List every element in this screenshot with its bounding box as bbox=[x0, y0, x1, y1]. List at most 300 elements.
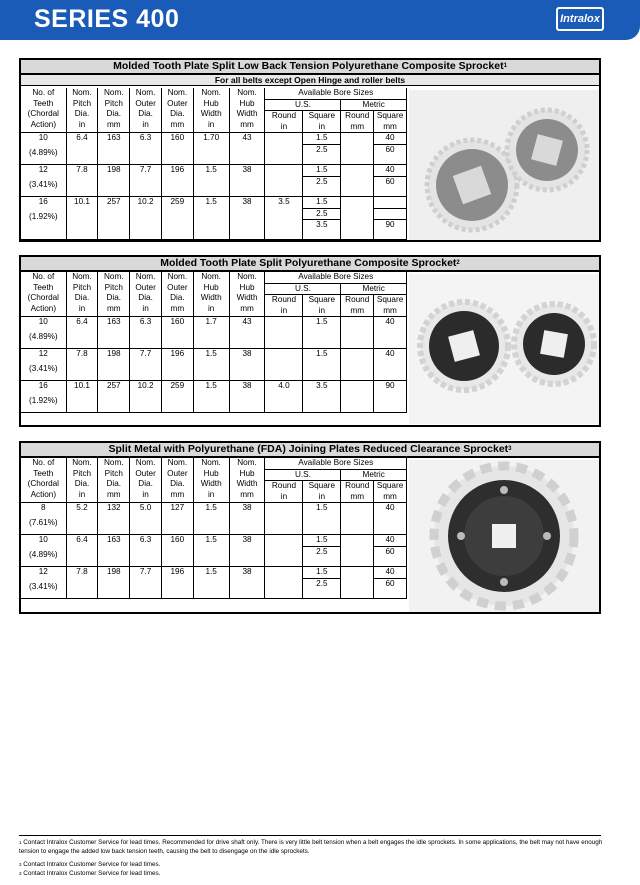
col-header-hub_in bbox=[193, 458, 229, 503]
outer_in-cell: 7.7 bbox=[130, 349, 162, 381]
header-line: Outer bbox=[167, 468, 188, 478]
hub_in-cell: 1.5 bbox=[193, 349, 229, 381]
square_mm-cell bbox=[374, 567, 407, 599]
square_mm-value bbox=[374, 197, 406, 209]
round_mm-value bbox=[341, 349, 373, 361]
header-line: in bbox=[142, 119, 149, 129]
header-line: mm bbox=[350, 491, 365, 501]
hub_mm-cell: 38 bbox=[229, 381, 265, 413]
round_mm-value bbox=[341, 503, 373, 515]
square_mm-cell bbox=[374, 503, 407, 535]
chordal-action: (3.41%) bbox=[28, 363, 58, 373]
col-header-pitch_mm bbox=[98, 458, 130, 503]
header-line: Hub bbox=[239, 98, 255, 108]
pitch_in-cell: 6.4 bbox=[66, 133, 98, 165]
pitch_in-cell: 7.8 bbox=[66, 165, 98, 197]
header-line: Teeth bbox=[33, 468, 54, 478]
header-line: mm bbox=[170, 303, 185, 313]
outer_in-cell: 10.2 bbox=[130, 197, 162, 240]
round_in-value bbox=[265, 567, 302, 579]
header-line: Outer bbox=[135, 98, 156, 108]
table-row bbox=[21, 349, 407, 381]
header-line: in bbox=[280, 305, 288, 315]
square_mm-cell bbox=[374, 165, 407, 197]
header-line: Nom. bbox=[72, 88, 92, 97]
square_mm-value: 60 bbox=[385, 176, 395, 186]
col-header-us: U.S. bbox=[265, 99, 341, 111]
header-line: Square bbox=[308, 295, 336, 304]
col-header-bore-sizes: Available Bore Sizes bbox=[265, 272, 407, 283]
header-line: Round bbox=[345, 295, 370, 304]
outer_mm-cell: 259 bbox=[161, 381, 193, 413]
square_in-value: 3.5 bbox=[316, 220, 328, 229]
round_in-cell bbox=[265, 535, 303, 567]
round_mm-cell bbox=[341, 535, 374, 567]
chordal-action: (4.89%) bbox=[28, 147, 58, 157]
col-header-square_in bbox=[303, 111, 341, 133]
header-line: mm bbox=[383, 491, 397, 501]
teeth-count: 10 bbox=[38, 133, 48, 142]
teeth-cell bbox=[21, 133, 66, 165]
square_in-value: 1.5 bbox=[316, 317, 328, 326]
col-header-outer_mm bbox=[161, 272, 193, 317]
square_mm-cell bbox=[374, 317, 407, 349]
header-line: Pitch bbox=[104, 98, 123, 108]
header-line: Square bbox=[376, 111, 404, 120]
header-line: Nom. bbox=[104, 272, 124, 281]
header-line: Pitch bbox=[72, 468, 92, 478]
series-header bbox=[0, 0, 640, 40]
teeth-cell bbox=[21, 503, 66, 535]
header-line: Hub bbox=[203, 468, 219, 478]
col-header-pitch_mm bbox=[98, 88, 130, 133]
square_in-value: 1.5 bbox=[303, 535, 340, 547]
header-line: Nom. bbox=[201, 458, 221, 467]
round_mm-cell bbox=[341, 567, 374, 599]
header-line: mm bbox=[240, 119, 254, 129]
section-title: Molded Tooth Plate Split Low Back Tension Polyurethane Composite Sprocket$^1$ bbox=[21, 60, 599, 75]
header-line: Pitch bbox=[104, 282, 123, 292]
header-line: Round bbox=[271, 481, 297, 490]
col-header-us: U.S. bbox=[265, 283, 341, 295]
round_mm-value bbox=[341, 535, 373, 547]
square_mm-value: 40 bbox=[385, 503, 395, 512]
outer_mm-cell: 196 bbox=[161, 349, 193, 381]
col-header-bore-sizes: Available Bore Sizes bbox=[265, 88, 407, 99]
square_in-value: 2.5 bbox=[316, 546, 328, 556]
pitch_in-cell: 10.1 bbox=[66, 197, 98, 240]
hub_in-cell: 1.5 bbox=[193, 567, 229, 599]
teeth-count: 16 bbox=[38, 381, 48, 390]
teeth-count: 16 bbox=[38, 197, 48, 206]
square_in-cell bbox=[303, 165, 341, 197]
sprocket-section-split-metal bbox=[19, 441, 601, 614]
col-header-teeth bbox=[21, 88, 66, 133]
header-line: mm bbox=[240, 303, 254, 313]
header-line: No. of bbox=[32, 272, 55, 281]
header-line: Dia. bbox=[138, 479, 153, 488]
round_in-cell bbox=[265, 133, 303, 165]
header-line: in bbox=[318, 305, 326, 315]
pitch_mm-cell: 257 bbox=[98, 197, 130, 240]
outer_mm-cell: 196 bbox=[161, 165, 193, 197]
header-line: mm bbox=[170, 119, 185, 129]
header-line: (Chordal bbox=[27, 479, 59, 488]
header-line: Hub bbox=[203, 282, 219, 292]
round_in-cell bbox=[265, 349, 303, 381]
header-line: Width bbox=[236, 479, 258, 488]
header-line: Teeth bbox=[33, 282, 54, 292]
header-line: (Chordal bbox=[27, 293, 59, 302]
pitch_mm-cell: 198 bbox=[98, 165, 130, 197]
table-row bbox=[21, 133, 407, 165]
square_in-value: 2.5 bbox=[303, 209, 340, 221]
outer_mm-cell: 196 bbox=[161, 567, 193, 599]
hub_mm-cell: 38 bbox=[229, 503, 265, 535]
pitch_mm-cell: 257 bbox=[98, 381, 130, 413]
square_mm-value: 40 bbox=[374, 535, 406, 547]
header-line: in bbox=[280, 121, 288, 131]
square_in-cell bbox=[303, 535, 341, 567]
header-line: Dia. bbox=[138, 293, 153, 302]
header-line: Nom. bbox=[104, 458, 124, 467]
hub_in-cell: 1.5 bbox=[193, 197, 229, 240]
header-line: Hub bbox=[239, 468, 255, 478]
col-header-round_in bbox=[265, 295, 303, 317]
round_mm-value bbox=[341, 133, 373, 145]
header-line: Nom. bbox=[167, 272, 188, 281]
col-header-square_mm bbox=[374, 295, 407, 317]
col-header-pitch_mm bbox=[98, 272, 130, 317]
header-line: mm bbox=[240, 489, 254, 499]
table-row bbox=[21, 567, 407, 599]
header-line: mm bbox=[106, 303, 121, 313]
col-header-square_mm bbox=[374, 111, 407, 133]
teeth-cell bbox=[21, 381, 66, 413]
col-header-outer_in bbox=[130, 458, 162, 503]
outer_mm-cell: 259 bbox=[161, 197, 193, 240]
chordal-action: (3.41%) bbox=[28, 581, 58, 591]
series-title: SERIES 400 bbox=[34, 5, 180, 33]
pitch_mm-cell: 198 bbox=[98, 349, 130, 381]
square_mm-cell bbox=[374, 381, 407, 413]
header-line: Nom. bbox=[237, 272, 257, 281]
round_in-cell bbox=[265, 197, 303, 240]
header-line: Nom. bbox=[201, 272, 221, 281]
col-header-outer_mm bbox=[161, 88, 193, 133]
square_in-cell bbox=[303, 381, 341, 413]
header-line: in bbox=[207, 489, 215, 499]
round_in-value bbox=[265, 503, 302, 515]
hub_in-cell: 1.5 bbox=[193, 165, 229, 197]
header-line: Action) bbox=[30, 303, 57, 313]
pitch_in-cell: 10.1 bbox=[66, 381, 98, 413]
spec-table bbox=[21, 458, 407, 599]
teeth-cell bbox=[21, 317, 66, 349]
pitch_in-cell: 5.2 bbox=[66, 503, 98, 535]
col-header-metric: Metric bbox=[341, 99, 407, 111]
chordal-action: (3.41%) bbox=[28, 179, 58, 189]
col-header-teeth bbox=[21, 272, 66, 317]
header-line: in bbox=[78, 303, 86, 313]
teeth-cell bbox=[21, 197, 66, 240]
header-line: in bbox=[207, 119, 215, 129]
pitch_in-cell: 6.4 bbox=[66, 317, 98, 349]
header-line: Action) bbox=[30, 489, 57, 499]
square_in-value: 3.5 bbox=[316, 381, 328, 390]
header-line: Width bbox=[200, 479, 222, 488]
round_in-value bbox=[265, 349, 302, 361]
square_in-value: 1.5 bbox=[316, 503, 328, 512]
header-line: (Chordal bbox=[27, 109, 59, 118]
header-line: Nom. bbox=[72, 458, 92, 467]
header-line: Outer bbox=[135, 282, 156, 292]
round_in-value: 4.0 bbox=[278, 381, 290, 390]
square_mm-value: 60 bbox=[385, 578, 395, 588]
col-header-outer_in bbox=[130, 88, 162, 133]
pitch_mm-cell: 132 bbox=[98, 503, 130, 535]
teeth-cell bbox=[21, 567, 66, 599]
header-line: Dia. bbox=[170, 293, 185, 302]
header-line: Width bbox=[200, 109, 222, 118]
square_in-cell bbox=[303, 197, 341, 240]
chordal-action: (1.92%) bbox=[28, 211, 58, 221]
chordal-action: (7.61%) bbox=[28, 517, 58, 527]
square_in-cell bbox=[303, 349, 341, 381]
pitch_mm-cell: 198 bbox=[98, 567, 130, 599]
col-header-hub_in bbox=[193, 272, 229, 317]
chordal-action: (1.92%) bbox=[28, 395, 58, 405]
header-line: Nom. bbox=[237, 88, 257, 97]
hub_mm-cell: 38 bbox=[229, 165, 265, 197]
header-line: Square bbox=[308, 111, 336, 120]
header-line: mm bbox=[106, 119, 121, 129]
col-header-hub_mm bbox=[229, 272, 265, 317]
round_mm-cell bbox=[341, 381, 374, 413]
teeth-count: 8 bbox=[41, 503, 46, 512]
col-header-round_mm bbox=[341, 111, 374, 133]
table-row bbox=[21, 535, 407, 567]
header-line: Teeth bbox=[33, 98, 54, 108]
round_mm-value bbox=[341, 197, 373, 209]
table-row bbox=[21, 381, 407, 413]
square_mm-cell bbox=[374, 535, 407, 567]
square_mm-cell bbox=[374, 349, 407, 381]
header-line: Square bbox=[376, 295, 404, 304]
outer_mm-cell: 160 bbox=[161, 133, 193, 165]
col-header-square_mm bbox=[374, 481, 407, 503]
round_in-cell bbox=[265, 567, 303, 599]
col-header-round_mm bbox=[341, 481, 374, 503]
hub_mm-cell: 38 bbox=[229, 349, 265, 381]
header-line: Width bbox=[236, 293, 258, 302]
col-header-hub_in bbox=[193, 88, 229, 133]
header-line: Dia. bbox=[106, 109, 122, 118]
header-line: in bbox=[318, 121, 326, 131]
col-header-pitch_in bbox=[66, 458, 98, 503]
header-line: in bbox=[78, 489, 86, 499]
header-line: Dia. bbox=[74, 109, 90, 118]
hub_mm-cell: 38 bbox=[229, 535, 265, 567]
hub_in-cell: 1.5 bbox=[193, 535, 229, 567]
square_mm-value bbox=[374, 209, 406, 221]
round_in-cell bbox=[265, 165, 303, 197]
outer_in-cell: 6.3 bbox=[130, 133, 162, 165]
round_in-cell bbox=[265, 503, 303, 535]
header-line: in bbox=[280, 491, 288, 501]
hub_in-cell: 1.70 bbox=[193, 133, 229, 165]
col-header-us: U.S. bbox=[265, 469, 341, 481]
header-line: Dia. bbox=[74, 293, 90, 302]
hub_in-cell: 1.7 bbox=[193, 317, 229, 349]
square_in-cell bbox=[303, 133, 341, 165]
header-line: Width bbox=[236, 109, 258, 118]
header-line: Dia. bbox=[138, 109, 153, 118]
header-line: Dia. bbox=[106, 479, 122, 488]
round_in-cell bbox=[265, 381, 303, 413]
square_mm-value: 40 bbox=[374, 165, 406, 177]
pitch_mm-cell: 163 bbox=[98, 535, 130, 567]
square_mm-value: 90 bbox=[385, 220, 395, 229]
pitch_mm-cell: 163 bbox=[98, 133, 130, 165]
sprocket-photo bbox=[409, 90, 599, 240]
hub_mm-cell: 43 bbox=[229, 317, 265, 349]
header-line: Nom. bbox=[72, 272, 92, 281]
col-header-hub_mm bbox=[229, 458, 265, 503]
header-line: Pitch bbox=[72, 282, 92, 292]
square_in-cell bbox=[303, 567, 341, 599]
col-header-round_mm bbox=[341, 295, 374, 317]
chordal-action: (4.89%) bbox=[28, 331, 58, 341]
header-line: Pitch bbox=[104, 468, 123, 478]
section-title: Split Metal with Polyurethane (FDA) Joining Plates Reduced Clearance Sprocket$^3$ bbox=[21, 443, 599, 458]
header-line: Round bbox=[271, 295, 297, 304]
header-line: No. of bbox=[32, 88, 55, 97]
teeth-count: 10 bbox=[38, 535, 48, 544]
col-header-square_in bbox=[303, 295, 341, 317]
sprocket-section-low-back-tension bbox=[19, 58, 601, 242]
header-line: Nom. bbox=[104, 88, 124, 97]
header-line: in bbox=[142, 303, 149, 313]
header-line: mm bbox=[170, 489, 185, 499]
header-line: Pitch bbox=[72, 98, 92, 108]
teeth-cell bbox=[21, 165, 66, 197]
square_in-cell bbox=[303, 317, 341, 349]
square_in-value: 1.5 bbox=[316, 349, 328, 358]
header-line: mm bbox=[383, 121, 397, 131]
table-row bbox=[21, 165, 407, 197]
header-line: Nom. bbox=[135, 88, 156, 97]
outer_mm-cell: 160 bbox=[161, 535, 193, 567]
round_mm-value bbox=[341, 317, 373, 329]
header-line: Round bbox=[271, 111, 297, 120]
round_mm-cell bbox=[341, 197, 374, 240]
header-line: Outer bbox=[167, 98, 188, 108]
header-line: Dia. bbox=[106, 293, 122, 302]
outer_in-cell: 10.2 bbox=[130, 381, 162, 413]
header-line: Dia. bbox=[74, 479, 90, 488]
square_in-cell bbox=[303, 503, 341, 535]
round_in-cell bbox=[265, 317, 303, 349]
header-line: Hub bbox=[203, 98, 219, 108]
col-header-metric: Metric bbox=[341, 469, 407, 481]
header-line: mm bbox=[383, 305, 397, 315]
outer_in-cell: 6.3 bbox=[130, 317, 162, 349]
header-line: Nom. bbox=[201, 88, 221, 97]
teeth-cell bbox=[21, 349, 66, 381]
header-line: Hub bbox=[239, 282, 255, 292]
section-subtitle: For all belts except Open Hinge and roller belts bbox=[21, 75, 599, 86]
header-line: in bbox=[207, 303, 215, 313]
hub_mm-cell: 38 bbox=[229, 197, 265, 240]
teeth-count: 12 bbox=[38, 567, 48, 576]
col-header-round_in bbox=[265, 481, 303, 503]
round_in-value bbox=[265, 535, 302, 547]
col-header-round_in bbox=[265, 111, 303, 133]
square_mm-value: 90 bbox=[385, 381, 395, 390]
sprocket-photo bbox=[409, 274, 599, 424]
header-line: Round bbox=[345, 481, 370, 490]
header-line: Dia. bbox=[170, 109, 185, 118]
col-header-teeth bbox=[21, 458, 66, 503]
table-row bbox=[21, 503, 407, 535]
hub_in-cell: 1.5 bbox=[193, 503, 229, 535]
header-line: No. of bbox=[32, 458, 55, 467]
hub_mm-cell: 38 bbox=[229, 567, 265, 599]
table-row bbox=[21, 317, 407, 349]
hub_in-cell: 1.5 bbox=[193, 381, 229, 413]
col-header-bore-sizes: Available Bore Sizes bbox=[265, 458, 407, 469]
round_mm-cell bbox=[341, 503, 374, 535]
col-header-pitch_in bbox=[66, 272, 98, 317]
header-line: mm bbox=[106, 489, 121, 499]
round_in-value bbox=[265, 317, 302, 329]
square_in-value: 2.5 bbox=[316, 176, 328, 186]
round_in-value bbox=[265, 133, 302, 145]
header-line: Square bbox=[308, 481, 336, 490]
round_mm-cell bbox=[341, 349, 374, 381]
header-line: in bbox=[78, 119, 86, 129]
round_mm-value bbox=[341, 381, 373, 393]
teeth-cell bbox=[21, 535, 66, 567]
round_in-value: 3.5 bbox=[278, 197, 290, 206]
header-line: Action) bbox=[30, 119, 57, 129]
outer_mm-cell: 160 bbox=[161, 317, 193, 349]
outer_in-cell: 6.3 bbox=[130, 535, 162, 567]
round_mm-value bbox=[341, 567, 373, 579]
header-line: Outer bbox=[135, 468, 156, 478]
col-header-metric: Metric bbox=[341, 283, 407, 295]
col-header-pitch_in bbox=[66, 88, 98, 133]
sprocket-photo bbox=[409, 460, 599, 612]
footnote-divider bbox=[19, 835, 601, 836]
pitch_in-cell: 7.8 bbox=[66, 567, 98, 599]
header-line: Nom. bbox=[167, 88, 188, 97]
outer_in-cell: 7.7 bbox=[130, 567, 162, 599]
header-line: in bbox=[142, 489, 149, 499]
round_mm-cell bbox=[341, 317, 374, 349]
teeth-count: 10 bbox=[38, 317, 48, 326]
square_mm-value: 60 bbox=[385, 144, 395, 154]
col-header-outer_mm bbox=[161, 458, 193, 503]
square_mm-cell bbox=[374, 133, 407, 165]
col-header-hub_mm bbox=[229, 88, 265, 133]
square_in-value: 1.5 bbox=[303, 133, 340, 145]
round_mm-cell bbox=[341, 133, 374, 165]
square_in-value: 1.5 bbox=[303, 567, 340, 579]
header-line: Width bbox=[200, 293, 222, 302]
footnote-1: $^1$ Contact Intralox Customer Service for lead times. Recommended for drive shaft only. There is very little belt tension when a belt engages the idle sprockets. In some applications, the belt may not have enough tension to engage the added low back tension teeth, causing the belt to disengage on the idle sprockets. bbox=[19, 839, 603, 855]
